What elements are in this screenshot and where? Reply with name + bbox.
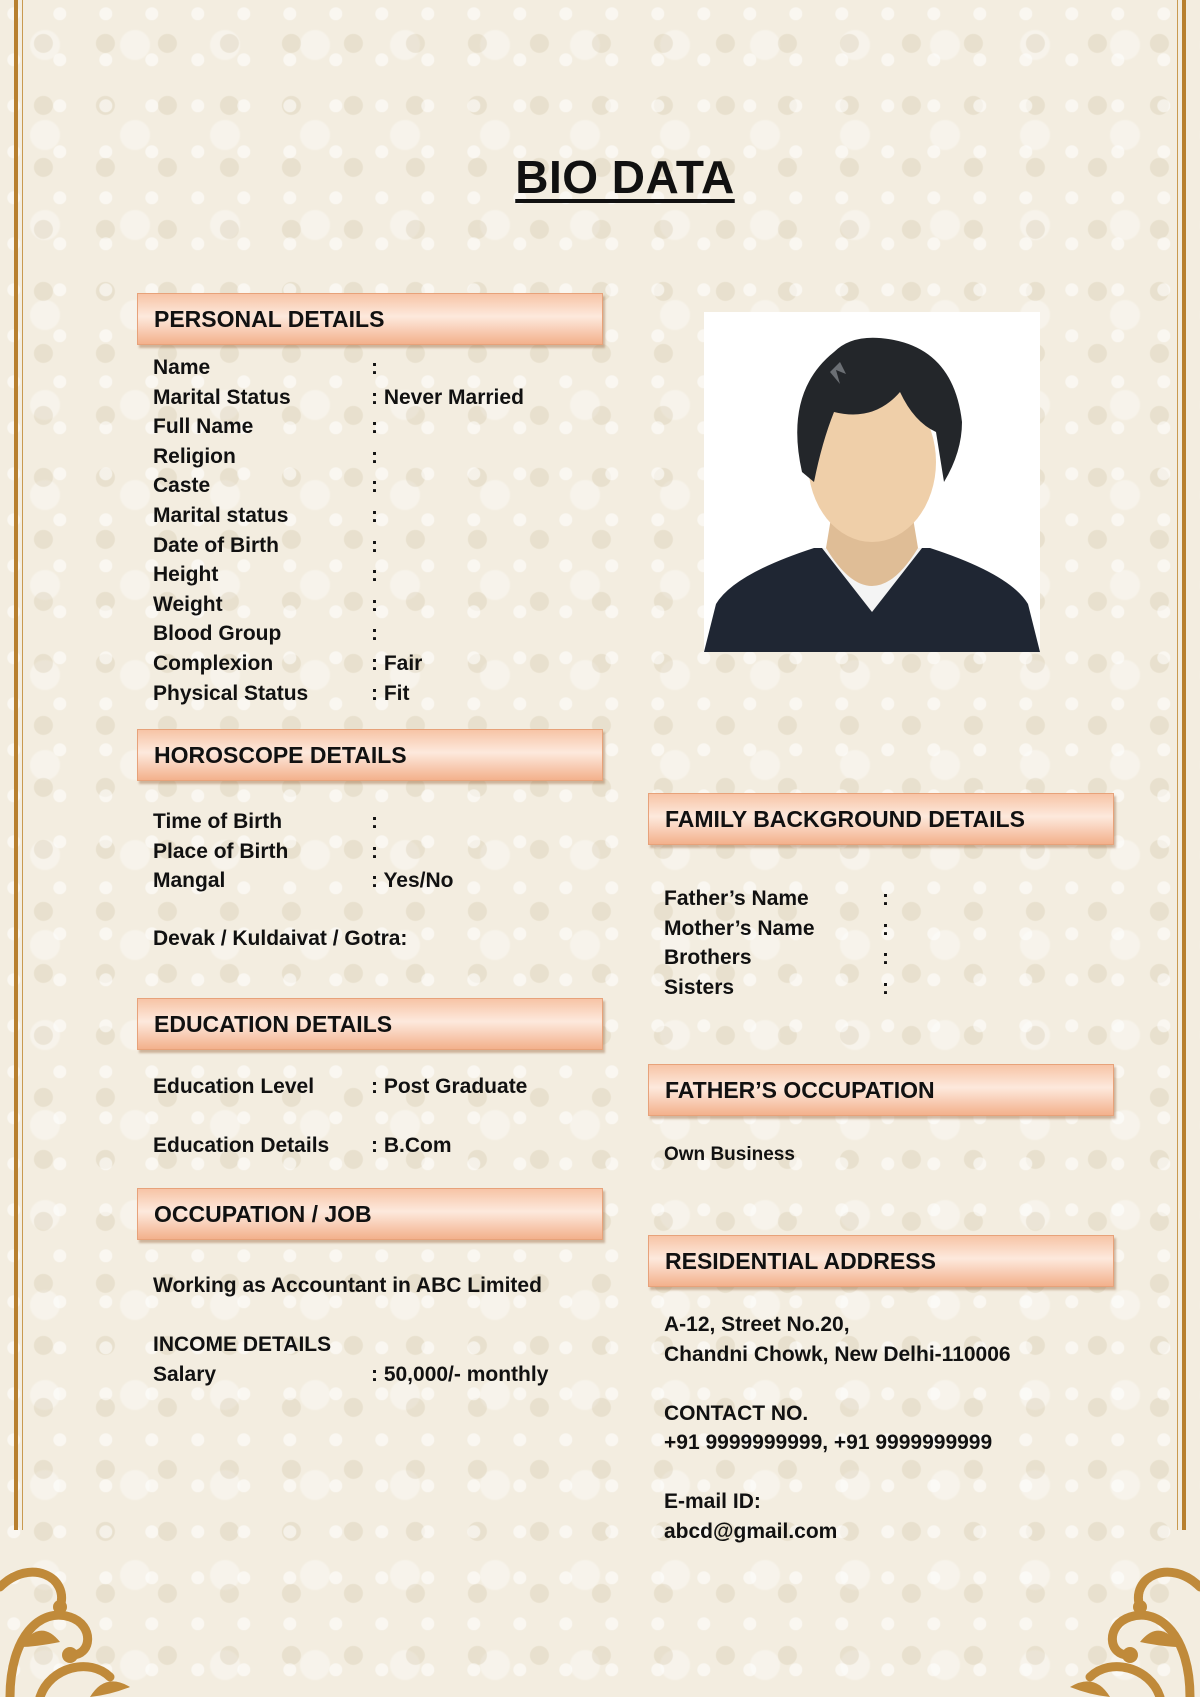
contact-heading: CONTACT NO. [664,1402,809,1425]
salary-label: Salary [153,1363,217,1386]
horoscope-detail-row [153,807,453,837]
email-heading: E-mail ID: [664,1490,761,1513]
family-detail-row [664,973,889,1003]
family-detail-row [664,943,889,973]
personal-detail-value: : [371,415,378,439]
father-occupation-header: FATHER’S OCCUPATION [648,1064,1114,1116]
personal-detail-value: : [371,474,378,498]
father-occupation-text: Own Business [664,1144,795,1165]
personal-detail-row [153,383,524,413]
family-detail-label: Sisters [664,975,735,999]
personal-detail-label: Full Name [153,415,254,439]
personal-detail-value: : [371,592,378,616]
family-detail-value: : [882,946,889,970]
education-details-label: Education Details [153,1134,330,1157]
family-detail-value: : [882,887,889,910]
family-details-list [664,884,889,1002]
personal-detail-label: Date of Birth [153,533,279,557]
salary-value: : 50,000/- monthly [371,1363,549,1386]
address-line-1: A-12, Street No.20, [664,1313,850,1336]
left-border-inner [22,0,23,1530]
personal-detail-value: : [371,444,378,468]
right-border [1182,0,1186,1530]
personal-detail-label: Complexion [153,651,274,675]
personal-detail-value: : Fit [371,681,410,705]
address-line-2: Chandni Chowk, New Delhi-110006 [664,1343,1011,1366]
job-description: Working as Accountant in ABC Limited [153,1274,542,1297]
personal-detail-value: : [371,533,378,557]
occupation-header: OCCUPATION / JOB [137,1188,603,1240]
personal-detail-label: Physical Status [153,681,309,705]
personal-detail-row [153,649,524,679]
education-level-label: Education Level [153,1075,315,1098]
gotra-label: Devak / Kuldaivat / Gotra: [153,927,408,950]
personal-detail-label: Height [153,563,219,587]
left-border [14,0,18,1530]
family-detail-row [664,914,889,944]
right-border-inner [1177,0,1178,1530]
ornament-left [0,1497,150,1697]
personal-detail-row [153,442,524,472]
family-detail-label: Father’s Name [664,887,809,910]
horoscope-detail-label: Mangal [153,869,226,893]
personal-detail-row [153,679,524,709]
salary-row [153,1363,548,1387]
horoscope-details-list [153,807,453,896]
personal-detail-row [153,531,524,561]
personal-detail-row [153,590,524,620]
email-address: abcd@gmail.com [664,1520,838,1543]
personal-detail-value: : Never Married [371,385,524,409]
family-detail-value: : [882,975,889,999]
education-details-value: : B.Com [371,1134,452,1157]
residential-address-header: RESIDENTIAL ADDRESS [648,1235,1114,1287]
personal-detail-label: Name [153,356,211,379]
avatar-icon [704,312,1040,652]
horoscope-detail-value: : Yes/No [371,869,454,893]
personal-detail-row [153,471,524,501]
horoscope-detail-value: : [371,839,378,863]
education-level-row [153,1075,527,1099]
personal-detail-label: Marital status [153,503,289,527]
horoscope-detail-row [153,866,453,896]
income-details-heading: INCOME DETAILS [153,1333,332,1356]
personal-detail-row [153,412,524,442]
horoscope-detail-label: Place of Birth [153,839,289,863]
family-detail-row [664,884,889,914]
family-detail-value: : [882,916,889,940]
personal-detail-label: Blood Group [153,622,282,646]
personal-detail-value: : Fair [371,651,423,675]
personal-details-list [153,353,524,708]
personal-detail-row [153,353,524,383]
personal-detail-row [153,501,524,531]
horoscope-detail-row [153,837,453,867]
personal-detail-value: : [371,503,378,527]
personal-detail-value: : [371,563,378,587]
personal-detail-label: Caste [153,474,211,498]
personal-details-header: PERSONAL DETAILS [137,293,603,345]
horoscope-detail-value: : [371,810,378,833]
personal-detail-label: Marital Status [153,385,291,409]
personal-detail-label: Weight [153,592,223,616]
personal-detail-row [153,619,524,649]
page-title: BIO DATA [515,151,735,203]
education-details-header: EDUCATION DETAILS [137,998,603,1050]
education-details-row [153,1134,452,1158]
personal-detail-value: : [371,622,378,646]
contact-numbers: +91 9999999999, +91 9999999999 [664,1431,993,1454]
family-background-header: FAMILY BACKGROUND DETAILS [648,793,1114,845]
profile-photo [704,312,1040,652]
personal-detail-label: Religion [153,444,236,468]
family-detail-label: Mother’s Name [664,916,815,940]
family-detail-label: Brothers [664,946,752,970]
education-level-value: : Post Graduate [371,1075,528,1098]
horoscope-detail-label: Time of Birth [153,810,283,833]
ornament-right [1050,1497,1200,1697]
personal-detail-row [153,560,524,590]
horoscope-details-header: HOROSCOPE DETAILS [137,729,603,781]
personal-detail-value: : [371,356,378,379]
